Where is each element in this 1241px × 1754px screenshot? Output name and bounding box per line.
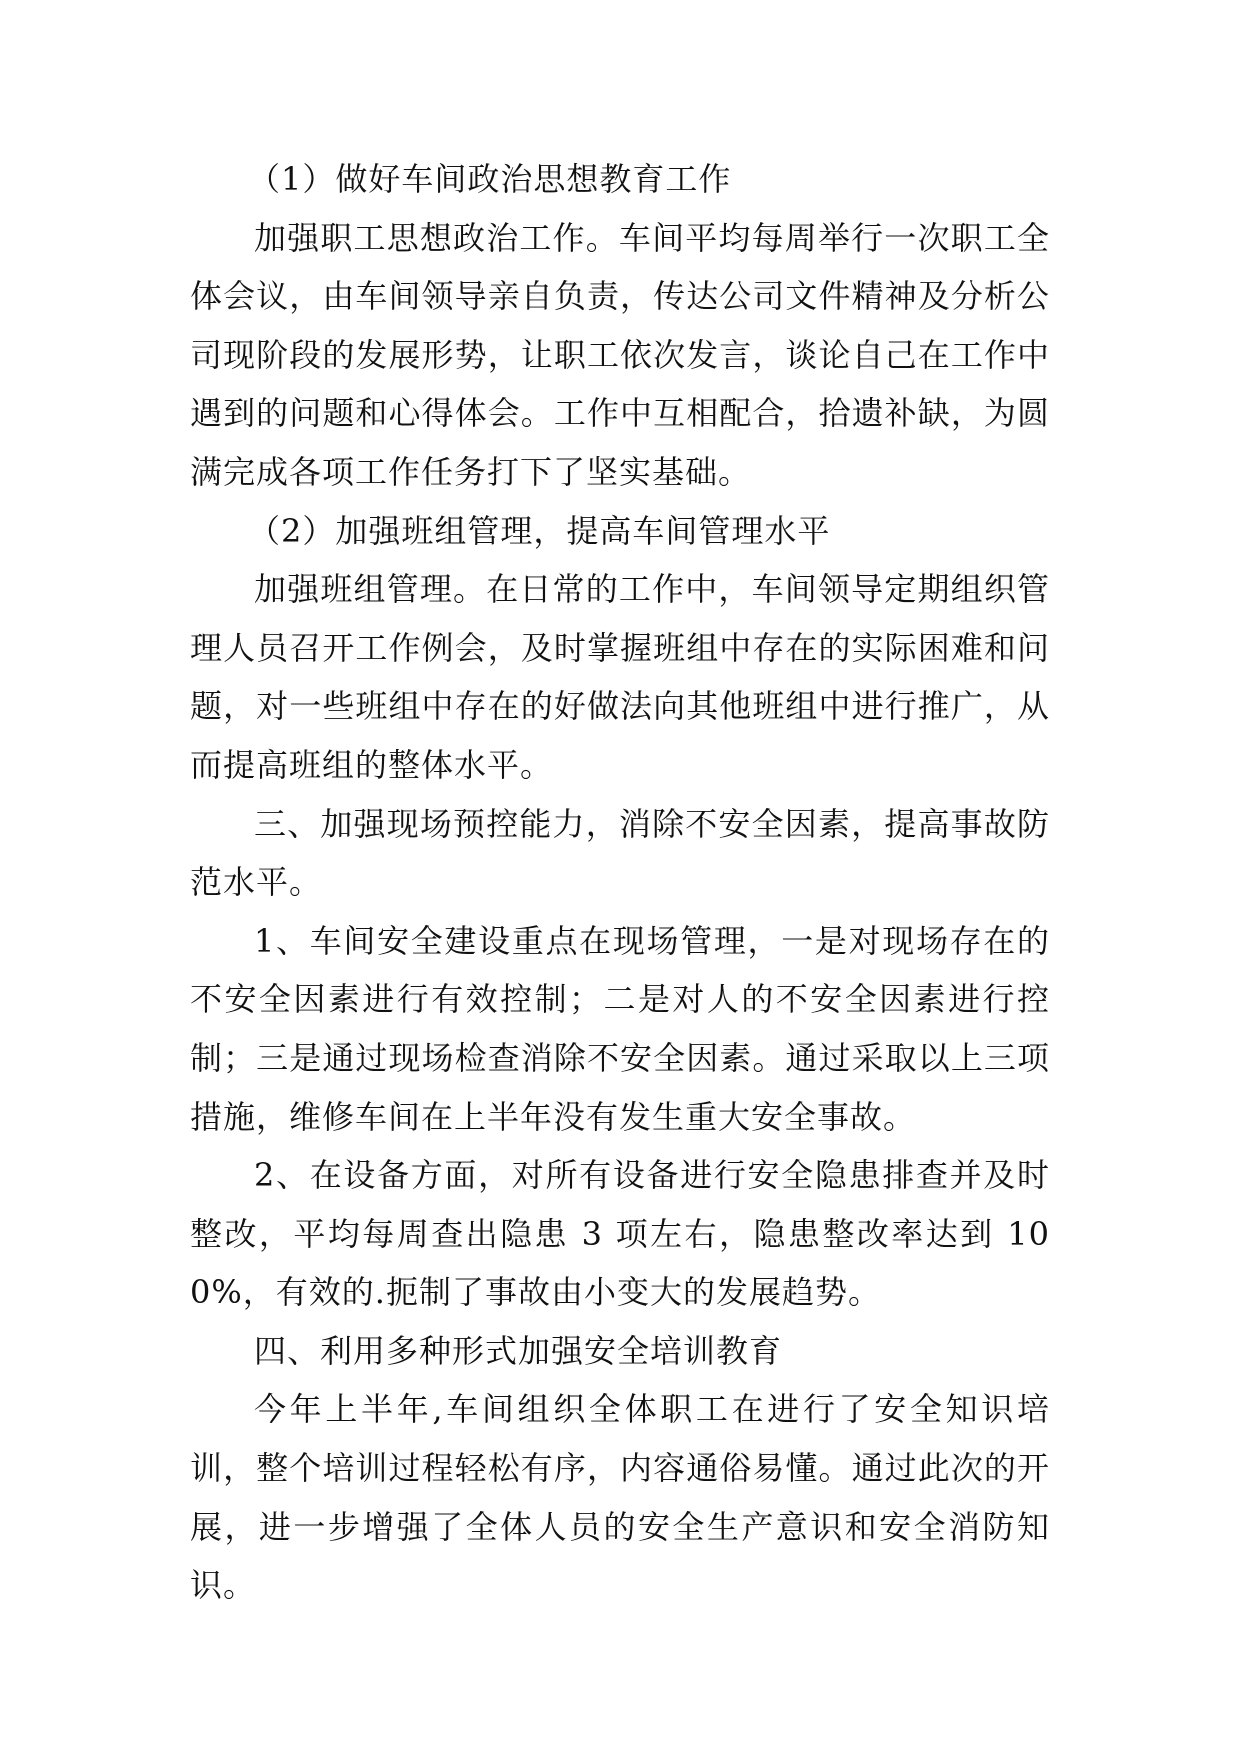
body-paragraph-5: 今年上半年,车间组织全体职工在进行了安全知识培训，整个培训过程轻松有序，内容通俗易懂。通过此次的开展，进一步增强了全体人员的安全生产意识和安全消防知识。: [190, 1390, 1050, 1605]
section-heading-1: （1）做好车间政治思想教育工作: [248, 160, 732, 198]
section-heading-3: 三、加强现场预控能力，消除不安全因素，提高事故防范水平。: [190, 804, 1050, 902]
document-page: [190, 150, 1050, 1615]
body-paragraph-2: 加强班组管理。在日常的工作中，车间领导定期组织管理人员召开工作例会，及时掌握班组中存在的实际困难和问题，对一些班组中存在的好做法向其他班组中进行推广，从而提高班组的整体水平。: [190, 570, 1050, 784]
section-heading-4: 四、利用多种形式加强安全培训教育: [254, 1331, 783, 1370]
body-paragraph-1: 加强职工思想政治工作。车间平均每周举行一次职工全体会议，由车间领导亲自负责，传达公司文件精神及分析公司现阶段的发展形势，让职工依次发言，谈论自己在工作中遇到的问题和心得体会。工作中互相配合，拾遗补缺，为圆满完成各项工作任务打下了坚实基础。: [190, 218, 1050, 491]
body-paragraph-4: 2、在设备方面，对所有设备进行安全隐患排查并及时整改，平均每周查出隐患 3 项左右，隐患整改率达到 100%，有效的.扼制了事故由小变大的发展趋势。: [190, 1156, 1050, 1312]
section-heading-2: （2）加强班组管理，提高车间管理水平: [248, 511, 831, 550]
body-paragraph-3: 1、车间安全建设重点在现场管理，一是对现场存在的不安全因素进行有效控制；二是对人的不安全因素进行控制；三是通过现场检查消除不安全因素。通过采取以上三项措施，维修车间在上半年没有发生重大安全事故。: [190, 921, 1050, 1136]
